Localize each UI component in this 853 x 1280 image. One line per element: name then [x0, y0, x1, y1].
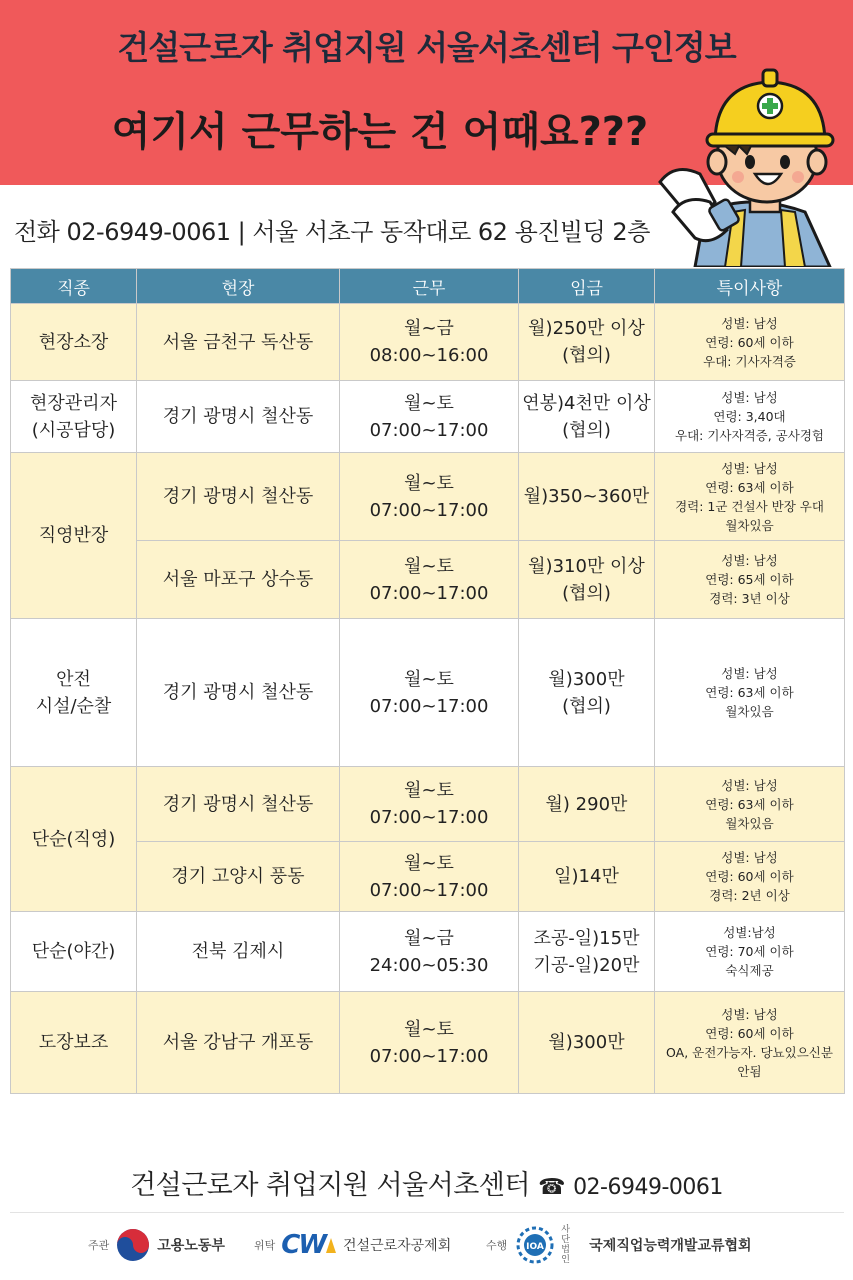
notes-cell — [655, 912, 845, 992]
note-line: 우대: 기사자격증 — [703, 353, 796, 369]
notes-cell — [655, 842, 845, 912]
note-line: 연령: 60세 이하 — [705, 1025, 794, 1041]
note-line: 성별: 남성 — [721, 390, 778, 405]
column-header-notes: 특이사항 — [655, 269, 845, 304]
note-line: 월차있음 — [725, 517, 774, 533]
site-cell: 서울 마포구 상수동 — [137, 541, 340, 619]
pay-line: (협의) — [562, 695, 611, 717]
note-line: 안됨 — [737, 1063, 762, 1079]
work-hours: 07:00~17:00 — [369, 419, 489, 441]
note-line: 성별: 남성 — [721, 1006, 778, 1022]
work-cell — [340, 381, 519, 453]
note-line: 연령: 3,40대 — [713, 409, 786, 424]
pay-cell — [519, 541, 655, 619]
pay-line: 조공-일)15만 — [533, 927, 640, 949]
pay-cell — [519, 453, 655, 541]
column-header-work: 근무 — [340, 269, 519, 304]
note-line: 연령: 65세 이하 — [705, 572, 794, 587]
note-line: 숙식제공 — [725, 963, 774, 978]
page-title: 건설근로자 취업지원 서울서초센터 구인정보 — [117, 28, 736, 67]
table-row — [11, 381, 845, 453]
job-listing-table — [10, 268, 845, 1094]
work-hours: 07:00~17:00 — [369, 695, 489, 717]
table-row — [11, 304, 845, 381]
notes-cell — [655, 453, 845, 541]
work-hours: 08:00~16:00 — [369, 345, 489, 366]
construction-worker-mascot-icon — [655, 62, 845, 267]
pay-cell — [519, 304, 655, 381]
table-header-row — [11, 269, 845, 304]
korea-taegeuk-icon — [115, 1227, 151, 1263]
note-line: 연령: 63세 이하 — [705, 685, 794, 700]
notes-cell — [655, 381, 845, 453]
work-cell — [340, 619, 519, 767]
site-cell: 경기 광명시 철산동 — [137, 453, 340, 541]
note-line: 성별: 남성 — [721, 460, 778, 476]
site-cell: 서울 강남구 개포동 — [137, 992, 340, 1094]
note-line: OA, 운전가능자. 당뇨있으신분 — [666, 1044, 833, 1060]
work-cell — [340, 842, 519, 912]
work-cell — [340, 767, 519, 842]
column-header-site: 현장 — [137, 269, 340, 304]
site-cell: 전북 김제시 — [137, 912, 340, 992]
pay-cell — [519, 619, 655, 767]
work-hours: 24:00~05:30 — [369, 954, 489, 976]
site-cell: 경기 광명시 철산동 — [137, 619, 340, 767]
center-name-text: 건설근로자 취업지원 서울서초센터 — [130, 1170, 530, 1201]
contact-info: 전화 02-6949-0061 | 서울 서초구 동작대로 62 용진빌딩 2층 — [14, 218, 650, 246]
note-line: 우대: 기사자격증, 공사경험 — [675, 428, 824, 443]
pay-line: 연봉)4천만 이상 — [522, 392, 651, 414]
note-line: 연령: 63세 이하 — [705, 479, 794, 495]
pay-line: 월)300만 — [548, 1032, 625, 1053]
sponsor-logos — [0, 1222, 853, 1268]
site-cell: 서울 금천구 독산동 — [137, 304, 340, 381]
notes-cell — [655, 304, 845, 381]
page-subtitle: 여기서 근무하는 건 어때요??? — [111, 109, 649, 155]
table-row — [11, 842, 845, 912]
note-line: 월차있음 — [725, 704, 774, 719]
pay-line: (협의) — [562, 419, 611, 441]
table-row — [11, 541, 845, 619]
exec-org: 국제직업능력개발교류협회 — [589, 1238, 752, 1254]
exec-badge: 사단법인 — [561, 1225, 570, 1265]
pay-line: (협의) — [562, 345, 611, 366]
host-logo-group — [88, 1222, 225, 1268]
work-days: 월~토 — [404, 668, 454, 690]
pay-cell — [519, 842, 655, 912]
note-line: 성별: 남성 — [721, 315, 778, 331]
work-days: 월~토 — [404, 472, 454, 494]
pay-line: 월)250만 이상 — [528, 318, 645, 339]
note-line: 연령: 60세 이하 — [705, 334, 794, 350]
pay-line: 월)300만 — [548, 668, 625, 690]
footer-center-name — [0, 1163, 853, 1202]
table-row — [11, 453, 845, 541]
work-cell — [340, 992, 519, 1094]
notes-cell — [655, 541, 845, 619]
column-header-pay: 임금 — [519, 269, 655, 304]
site-cell: 경기 고양시 풍동 — [137, 842, 340, 912]
phone-icon: ☎ — [538, 1175, 565, 1200]
note-line: 경력: 2년 이상 — [709, 888, 790, 903]
pay-line: 일)14만 — [554, 866, 619, 887]
job-cell — [11, 619, 137, 767]
work-days: 월~토 — [404, 555, 454, 577]
note-line: 경력: 3년 이상 — [709, 591, 790, 606]
note-line: 성별: 남성 — [721, 666, 778, 681]
exec-logo-group — [486, 1222, 752, 1268]
work-cell — [340, 304, 519, 381]
job-cell: 도장보조 — [11, 992, 137, 1094]
pay-cell — [519, 381, 655, 453]
pay-cell — [519, 992, 655, 1094]
site-cell: 경기 광명시 철산동 — [137, 767, 340, 842]
work-days: 월~토 — [404, 780, 454, 801]
exec-label: 수행 — [486, 1239, 508, 1252]
work-hours: 07:00~17:00 — [369, 1045, 489, 1067]
pay-line: (협의) — [562, 582, 611, 604]
table-row — [11, 767, 845, 842]
column-header-job: 직종 — [11, 269, 137, 304]
work-cell — [340, 453, 519, 541]
table-row — [11, 912, 845, 992]
note-line: 연령: 70세 이하 — [705, 944, 794, 959]
pay-line: 기공-일)20만 — [533, 954, 640, 976]
work-cell — [340, 541, 519, 619]
note-line: 경력: 1군 건설사 반장 우대 — [675, 498, 824, 514]
job-line: 안전 — [56, 668, 91, 690]
trust-label: 위탁 — [254, 1239, 276, 1252]
job-cell: 직영반장 — [11, 453, 137, 619]
work-days: 월~금 — [404, 318, 454, 339]
job-line: 현장관리자 — [30, 392, 117, 414]
ioa-logo-text: IOA — [526, 1242, 545, 1252]
note-line: 연령: 60세 이하 — [705, 869, 794, 884]
ioa-logo-icon — [513, 1225, 557, 1265]
work-hours: 07:00~17:00 — [369, 499, 489, 521]
host-label: 주관 — [88, 1239, 110, 1252]
job-cell: 현장소장 — [11, 304, 137, 381]
notes-cell — [655, 767, 845, 842]
footer-divider — [10, 1212, 844, 1213]
work-days: 월~토 — [404, 392, 454, 414]
pay-line: 월)350~360만 — [523, 486, 650, 507]
work-days: 월~토 — [404, 1018, 454, 1040]
note-line: 연령: 63세 이하 — [705, 796, 794, 812]
trust-org: 건설근로자공제회 — [343, 1238, 452, 1254]
job-cell — [11, 381, 137, 453]
pay-line: 월)310만 이상 — [528, 555, 645, 577]
notes-cell — [655, 992, 845, 1094]
notes-cell — [655, 619, 845, 767]
note-line: 성별: 남성 — [721, 777, 778, 793]
note-line: 성별: 남성 — [721, 850, 778, 865]
site-cell: 경기 광명시 철산동 — [137, 381, 340, 453]
work-cell — [340, 912, 519, 992]
pay-cell — [519, 767, 655, 842]
work-days: 월~토 — [404, 852, 454, 874]
note-line: 월차있음 — [725, 815, 774, 831]
job-cell: 단순(야간) — [11, 912, 137, 992]
job-line: (시공담당) — [31, 419, 116, 441]
job-cell: 단순(직영) — [11, 767, 137, 912]
job-line: 시설/순찰 — [35, 695, 112, 717]
work-days: 월~금 — [404, 927, 454, 949]
note-line: 성별: 남성 — [721, 553, 778, 568]
trust-logo-group — [254, 1222, 451, 1268]
table-row — [11, 619, 845, 767]
table-row — [11, 992, 845, 1094]
work-hours: 07:00~17:00 — [369, 582, 489, 604]
note-line: 성별:남성 — [723, 925, 776, 940]
work-hours: 07:00~17:00 — [369, 807, 489, 828]
cw-logo: CW — [281, 1230, 326, 1260]
pay-line: 월) 290만 — [545, 793, 628, 815]
host-org: 고용노동부 — [157, 1238, 225, 1254]
footer-phone: 02-6949-0061 — [573, 1175, 723, 1200]
pay-cell — [519, 912, 655, 992]
work-hours: 07:00~17:00 — [369, 879, 489, 901]
cw-mark-icon — [325, 1236, 337, 1254]
